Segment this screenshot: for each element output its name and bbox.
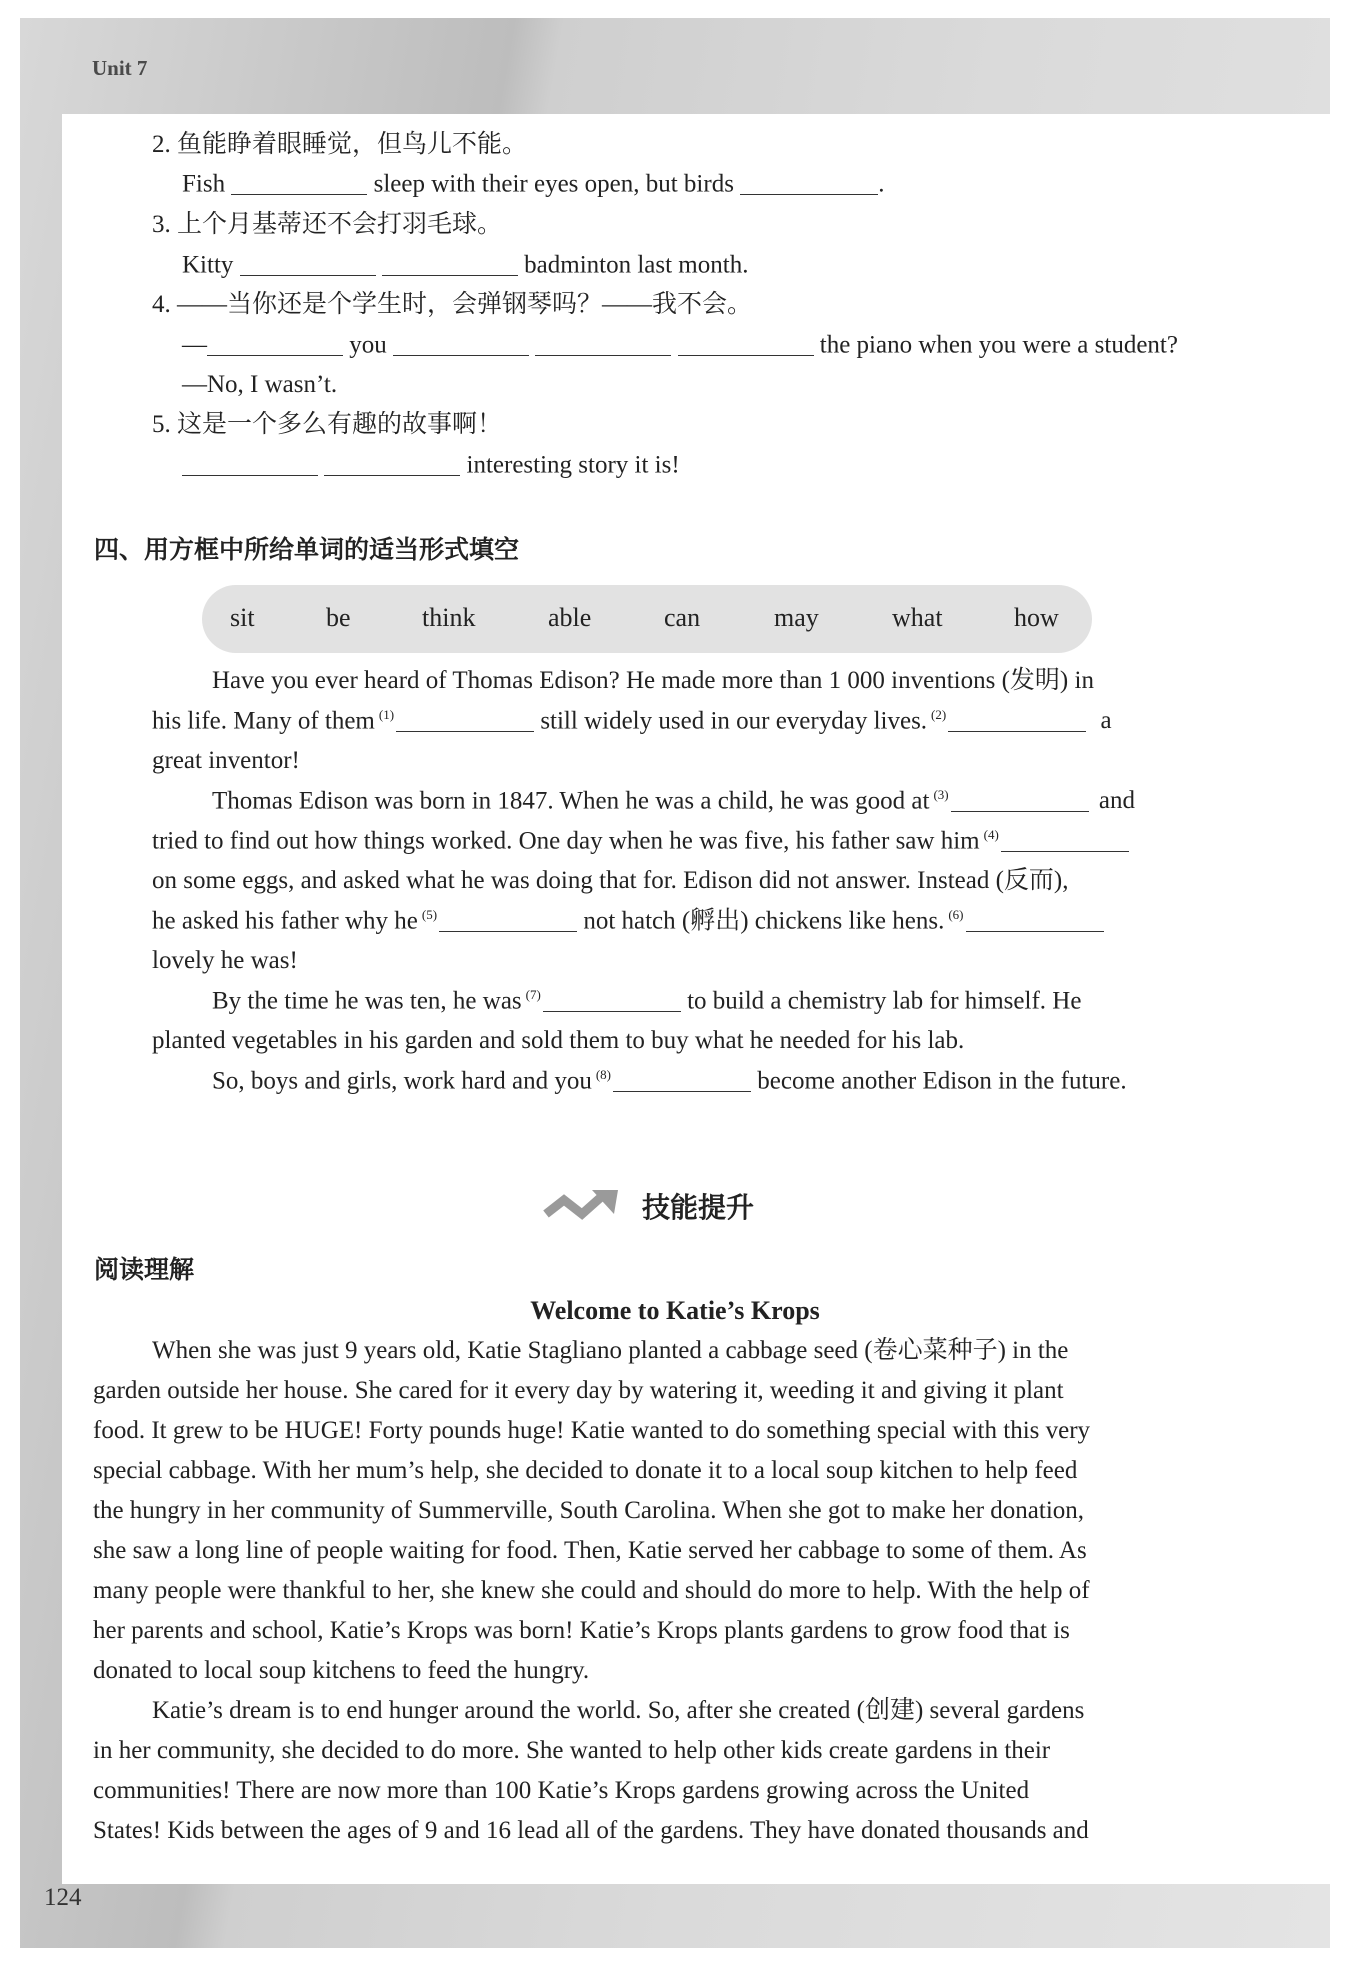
- unit-label: Unit 7: [92, 56, 148, 80]
- page-number: 124: [44, 1884, 82, 1911]
- answer-blank[interactable]: [396, 706, 534, 732]
- article-line: many people were thankful to her, she knew she could and should do more to help. With the help of: [93, 1577, 1090, 1604]
- answer-blank[interactable]: [1001, 826, 1129, 852]
- article-line: States! Kids between the ages of 9 and 16 lead all of the gardens. They have donated thousands and: [93, 1817, 1089, 1844]
- article-line: her parents and school, Katie’s Krops was born! Katie’s Krops plants gardens to grow food that is: [93, 1617, 1070, 1644]
- passage-line: on some eggs, and asked what he was doing that for. Edison did not answer. Instead (反而),: [152, 867, 1069, 894]
- answer-blank[interactable]: [740, 169, 878, 195]
- answer-blank[interactable]: [393, 330, 529, 356]
- section-4-title: 四、用方框中所给单词的适当形式填空: [94, 535, 520, 564]
- article-line: she saw a long line of people waiting for food. Then, Katie served her cabbage to some of them. As: [93, 1537, 1087, 1564]
- answer-blank[interactable]: [439, 906, 577, 932]
- item-3-english: Kitty badminton last month.: [182, 251, 749, 279]
- answer-blank[interactable]: [324, 450, 460, 476]
- answer-blank[interactable]: [535, 330, 671, 356]
- answer-blank[interactable]: [207, 330, 343, 356]
- answer-blank[interactable]: [543, 986, 681, 1012]
- article-line: garden outside her house. She cared for it every day by watering it, weeding it and giving it plant: [93, 1377, 1064, 1404]
- article-line: donated to local soup kitchens to feed the hungry.: [93, 1657, 590, 1684]
- trend-arrow-icon: [542, 1186, 626, 1226]
- passage-line: tried to find out how things worked. One day when he was five, his father saw him $^{(4)}$: [152, 826, 1129, 856]
- word-box-item: able: [548, 603, 592, 632]
- answer-blank[interactable]: [613, 1066, 751, 1092]
- item-4-english: — you the piano when you were a student?: [182, 331, 1178, 359]
- word-box-item: how: [1014, 603, 1059, 632]
- passage-line: he asked his father why he $^{(5)}$ not hatch (孵出) chickens like hens. $^{(6)}$: [152, 906, 1104, 936]
- answer-blank[interactable]: [948, 706, 1086, 732]
- answer-blank[interactable]: [382, 250, 518, 276]
- item-5-english: interesting story it is!: [182, 450, 680, 480]
- article-line: the hungry in her community of Summerville, South Carolina. When she got to make her donation,: [93, 1497, 1085, 1524]
- item-5-chinese: 5. 这是一个多么有趣的故事啊！: [152, 411, 503, 438]
- item-2-english: Fish sleep with their eyes open, but birds .: [182, 170, 885, 198]
- passage-line: So, boys and girls, work hard and you $^{(8)}$ become another Edison in the future.: [212, 1066, 1127, 1095]
- passage-line: his life. Many of them $^{(1)}$ still widely used in our everyday lives. $^{(2)}$ a: [152, 706, 1112, 735]
- reading-subtitle: 阅读理解: [94, 1255, 195, 1284]
- skills-heading: 技能提升: [542, 1184, 842, 1228]
- word-box-item: sit: [230, 603, 255, 632]
- article-line: communities! There are now more than 100 Katie’s Krops gardens growing across the United: [93, 1777, 1030, 1804]
- answer-blank[interactable]: [951, 786, 1089, 812]
- passage-line: lovely he was!: [152, 947, 298, 974]
- word-box-item: may: [774, 603, 819, 632]
- item-3-chinese: 3. 上个月基蒂还不会打羽毛球。: [152, 211, 503, 238]
- article-line: Katie’s dream is to end hunger around the world. So, after she created (创建) several gardens: [152, 1697, 1085, 1724]
- passage-line: Thomas Edison was born in 1847. When he was a child, he was good at $^{(3)}$ and: [212, 786, 1135, 815]
- passage-line: Have you ever heard of Thomas Edison? He made more than 1 000 inventions (发明) in: [212, 667, 1094, 694]
- word-box-item: what: [892, 603, 943, 632]
- passage-line: By the time he was ten, he was $^{(7)}$ to build a chemistry lab for himself. He: [212, 986, 1082, 1015]
- item-4-chinese: 4. ——当你还是个学生时，会弹钢琴吗？——我不会。: [152, 291, 753, 318]
- answer-blank[interactable]: [231, 169, 367, 195]
- article-line: food. It grew to be HUGE! Forty pounds huge! Katie wanted to do something special with this very: [93, 1417, 1091, 1444]
- word-box-item: can: [664, 603, 701, 632]
- answer-blank[interactable]: [182, 450, 318, 476]
- passage-line: planted vegetables in his garden and sold them to buy what he needed for his lab.: [152, 1027, 965, 1054]
- word-box-item: think: [422, 603, 476, 632]
- passage-line: great inventor!: [152, 747, 300, 774]
- article-line: in her community, she decided to do more. She wanted to help other kids create gardens in their: [93, 1737, 1051, 1764]
- answer-blank[interactable]: [678, 330, 814, 356]
- article-line: special cabbage. With her mum’s help, she decided to donate it to a local soup kitchen to help feed: [93, 1457, 1078, 1484]
- word-box: [202, 585, 1092, 653]
- answer-blank[interactable]: [966, 906, 1104, 932]
- answer-blank[interactable]: [240, 250, 376, 276]
- word-box-item: be: [326, 603, 351, 632]
- item-2-chinese: 2. 鱼能睁着眼睡觉，但鸟儿不能。: [152, 131, 528, 158]
- item-4-reply: —No, I wasn’t.: [182, 371, 338, 398]
- article-title: Welcome to Katie’s Krops: [530, 1296, 820, 1325]
- article-line: When she was just 9 years old, Katie Stagliano planted a cabbage seed (卷心菜种子) in the: [152, 1337, 1069, 1364]
